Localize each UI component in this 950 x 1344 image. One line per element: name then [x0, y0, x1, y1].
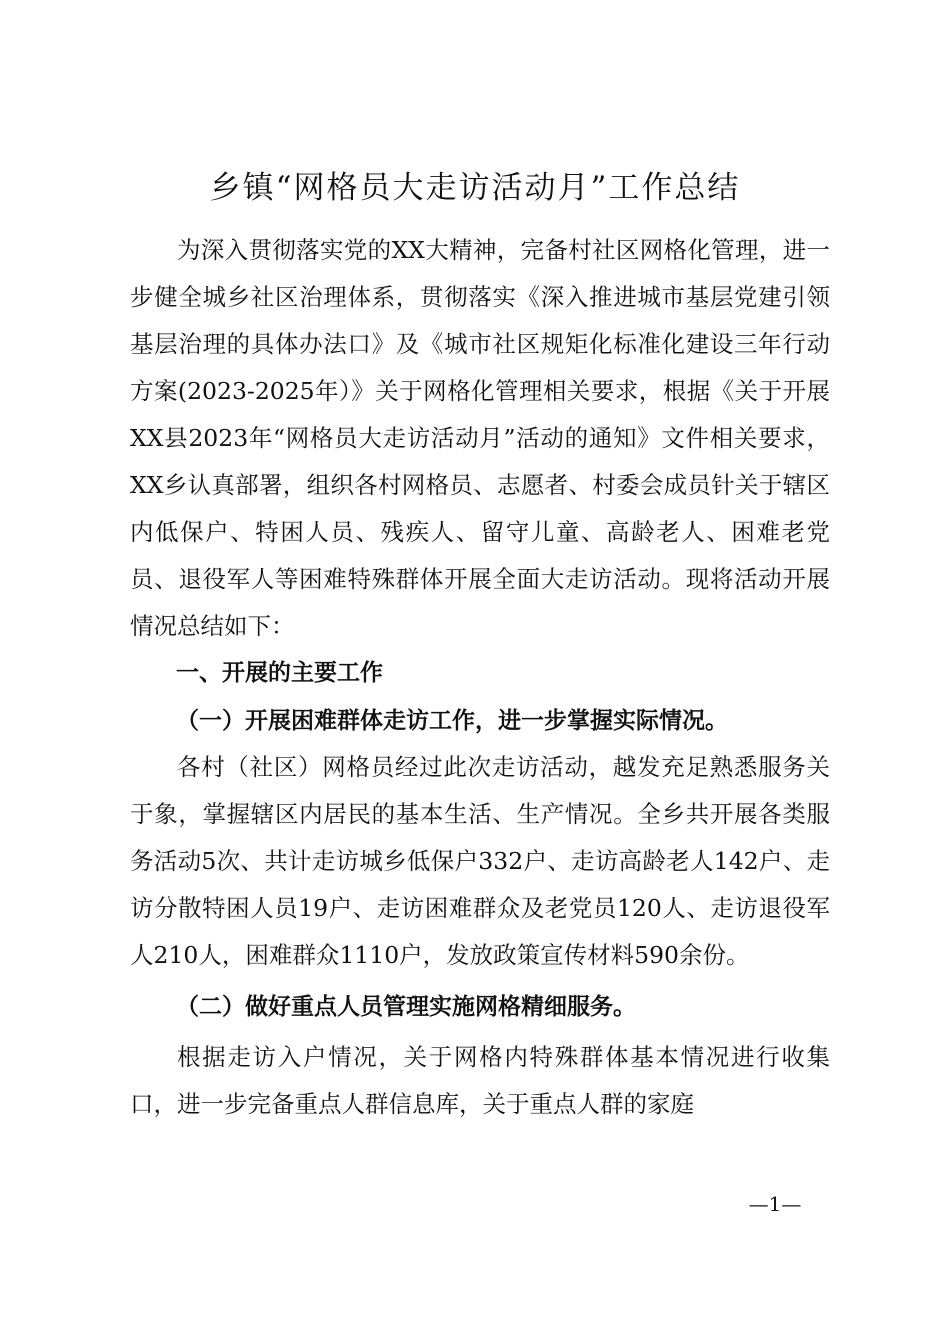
intro-paragraph: 为深入贯彻落实党的XX大精神，完备村社区网格化管理，进一步健全城乡社区治理体系，贯彻落实《深入推进城市基层党建引领基层治理的具体办法口》及《城市社区规矩化标准化建设三年行动方案(2023-2025年）》关于网格化管理相关要求，根据《关于开展XX县2023年“网格员大走访活动月”活动的通知》文件相关要求，XX乡认真部署，组织各村网格员、志愿者、村委会成员针关于辖区内低保户、特困人员、残疾人、留守儿童、高龄老人、困难老党员、退役军人等困难特殊群体开展全面大走访活动。现将活动开展情况总结如下：	[130, 236, 830, 640]
key-personnel-paragraph: 根据走访入户情况，关于网格内特殊群体基本情况进行收集口，进一步完备重点人群信息库，关于重点人群的家庭	[130, 1043, 830, 1118]
document-title: 乡镇“网格员大走访活动月”工作总结	[209, 170, 741, 206]
page-number: —1—	[748, 1192, 802, 1216]
section-heading-main-work: 一、开展的主要工作	[176, 660, 383, 686]
subsection-heading-visit-work: （一）开展困难群体走访工作，进一步掌握实际情况。	[176, 707, 728, 734]
document-body	[130, 227, 830, 1128]
visit-work-paragraph: 各村（社区）网格员经过此次走访活动，越发充足熟悉服务关于象，掌握辖区内居民的基本生活、生产情况。全乡共开展各类服务活动5次、共计走访城乡低保户332户、走访高龄老人142户、走访分散特困人员19户、走访困难群众及老党员120人、走访退役军人210人，困难群众1110户，发放政策宣传材料590余份。	[130, 753, 830, 969]
subsection-heading-key-personnel: （二）做好重点人员管理实施网格精细服务。	[176, 993, 636, 1020]
